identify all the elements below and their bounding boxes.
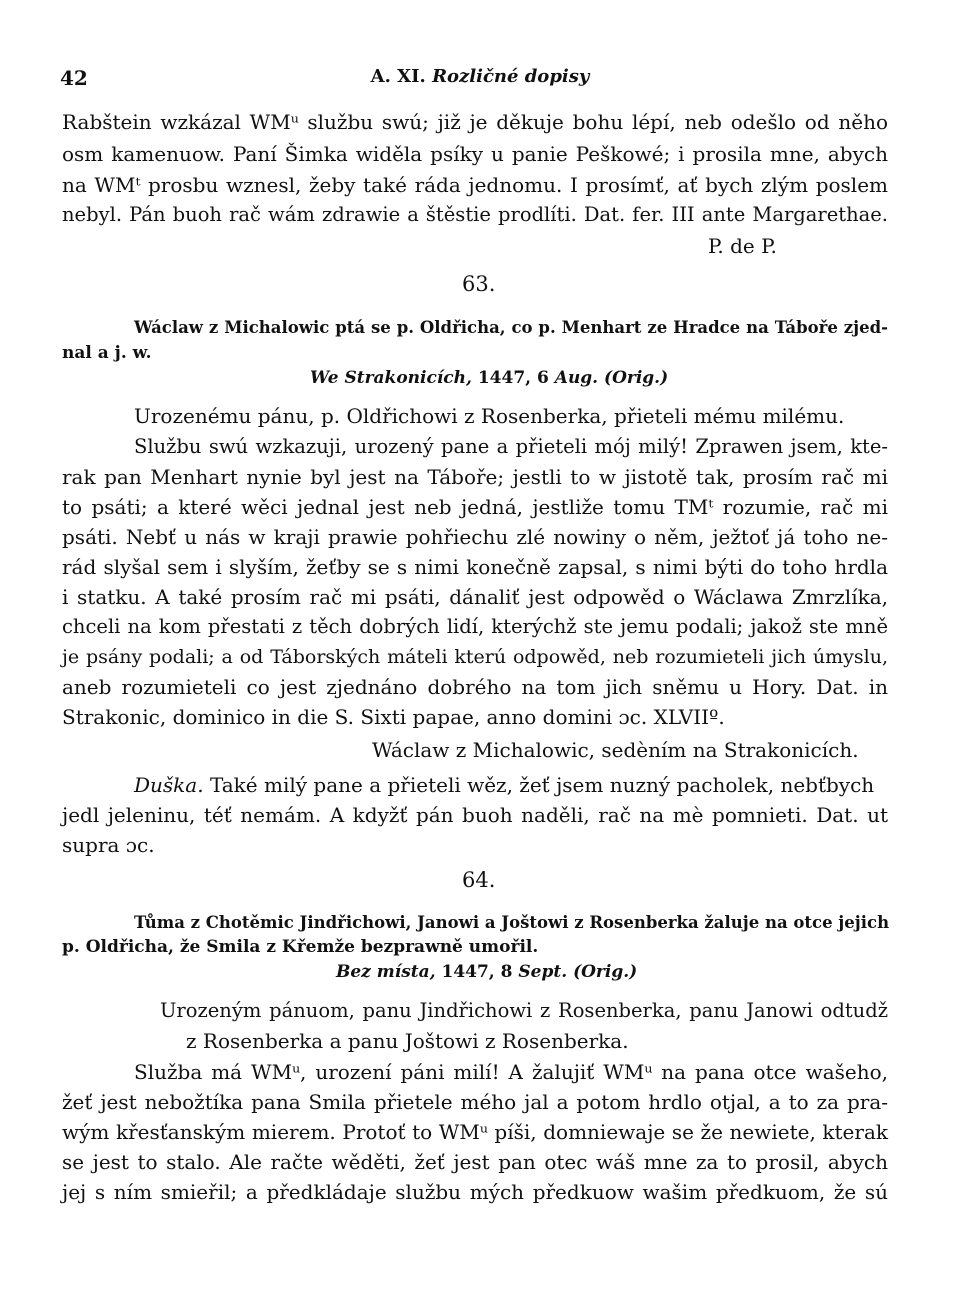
place-date-italic: Bez místa,: [336, 962, 436, 982]
letter-summary-line: Wáclaw z Michalowic ptá se p. Oldřicha, co p. Menhart ze Hradce na Táboře zjed-: [134, 318, 888, 337]
letter-signature: Wáclaw z Michalowic, sedèním na Strakonicích.: [372, 738, 859, 762]
letter-body-line: jej s ním smieřil; a předkládaje službu mých předkuow wašim předkuom, že sú: [62, 1180, 888, 1204]
top-paragraph-line: Rabštein wzkázal WMᵘ službu swú; již je děkuje bohu lépí, neb odešlo od něho: [62, 110, 888, 134]
letter-postscript-line: jedl jeleninu, téť nemám. A kdyžť pán buoh naděli, rač na mè pomnieti. Dat. ut: [62, 803, 888, 827]
place-date-plain: 1447, 8: [441, 962, 513, 982]
letter-number: 63.: [462, 272, 496, 296]
letter-number: 64.: [462, 868, 496, 892]
postscript-label: Duška.: [134, 773, 204, 797]
letter-address-line: Urozeným pánuom, panu Jindřichowi z Rosenberka, panu Janowi odtudž: [160, 999, 888, 1022]
place-date-orig: (Orig.): [573, 962, 638, 982]
letter-body-line: Službu swú wzkazuji, urozený pane a přieteli mój milý! Zprawen jsem, kte-: [134, 435, 888, 458]
letter-address: Urozenému pánu, p. Oldřichowi z Rosenberka, přieteli mému milému.: [134, 404, 845, 428]
top-paragraph-line: osm kamenuow. Paní Šimka widěla psíky u panie Peškowé; i prosila mne, abych: [62, 142, 888, 166]
place-date-month: Aug.: [554, 368, 599, 388]
letter-body-line: je psány podali; a od Táborských máteli kterú odpowěd, neb rozumieteli jich úmyslu,: [62, 646, 888, 668]
letter-body-line: rád slyšal sem i slyším, žeťby se s nimi konečně zapsal, s nimi býti do toho hrdla: [62, 555, 888, 579]
letter-summary-line: p. Oldřicha, že Smila z Křemže bezprawně umořil.: [62, 937, 539, 957]
letter-body-line: psáti. Nebť u nás w kraji prawie pohřiechu zlé nowiny o něm, ježtoť já toho ne-: [62, 525, 888, 549]
top-paragraph-line: na WMᵗ prosbu wznesl, žeby také ráda jednomu. I prosímť, ať bych zlým poslem: [62, 173, 888, 197]
place-date-orig: (Orig.): [604, 368, 669, 388]
letter-body-line: rak pan Menhart nynie byl jest na Táboře; jestli to w jistotě tak, prosím rač mi: [62, 465, 888, 489]
place-date-plain: 1447, 6: [477, 368, 549, 388]
letter-body-line: Služba má WMᵘ, urození páni milí! A žalujiť WMᵘ na pana otce wašeho,: [134, 1060, 888, 1084]
top-signature: P. de P.: [708, 234, 777, 258]
place-date-month: Sept.: [518, 962, 568, 982]
letter-summary-line: nal a j. w.: [62, 343, 152, 363]
place-date-italic: We Strakonicích,: [310, 368, 472, 388]
running-title: [0, 66, 960, 87]
letter-body-line: žeť jest nebožtíka pana Smila přietele mého jal a potom hrdlo otjal, a to za pra-: [62, 1090, 888, 1114]
letter-body-line: chceli na kom přestati z těch dobrých lidí, kterýchž ste jemu podali; jakož ste mně: [62, 615, 888, 638]
top-paragraph-line: nebyl. Pán buoh rač wám zdrawie a štěstie prodlíti. Dat. fer. III ante Margarethae.: [62, 203, 888, 226]
page-number: 42: [60, 66, 88, 90]
letter-summary-line: Tůma z Chotěmic Jindřichowi, Janowi a Joštowi z Rosenberka žaluje na otce jejich: [134, 913, 890, 932]
letter-place-date: [310, 366, 668, 390]
letter-place-date: [336, 960, 637, 984]
running-title-prefix: A. XI.: [370, 66, 426, 87]
letter-postscript-line: supra ɔc.: [62, 833, 155, 857]
letter-body-line: to psáti; a které wěci jednal jest neb jedná, jestliže tomu TMᵗ rozumie, rač mi: [62, 495, 888, 519]
letter-address-line: z Rosenberka a panu Joštowi z Rosenberka.: [186, 1029, 629, 1053]
postscript-text: Také milý pane a přieteli wěz, žeť jsem nuzný pacholek, nebťbych: [209, 773, 875, 797]
letter-postscript-line: [134, 773, 888, 797]
letter-body-line: i statku. A také prosím rač mi psáti, dánaliť jest odpowěd o Wáclawa Zmrzlíka,: [62, 585, 888, 609]
running-title-italic: Rozličné dopisy: [432, 66, 590, 87]
letter-body-line: se jest to stalo. Ale račte wěděti, žeť jest pan otec wáš mne za to prosil, abych: [62, 1150, 888, 1174]
letter-body-line: aneb rozumieteli co jest zjednáno dobrého na tom jich sněmu u Hory. Dat. in: [62, 675, 888, 699]
letter-body-line: Strakonic, dominico in die S. Sixti papae, anno domini ɔc. XLVIIº.: [62, 705, 725, 729]
letter-body-line: wým křesťanským mierem. Protoť to WMᵘ píši, domniewaje se že newiete, kterak: [62, 1120, 888, 1144]
